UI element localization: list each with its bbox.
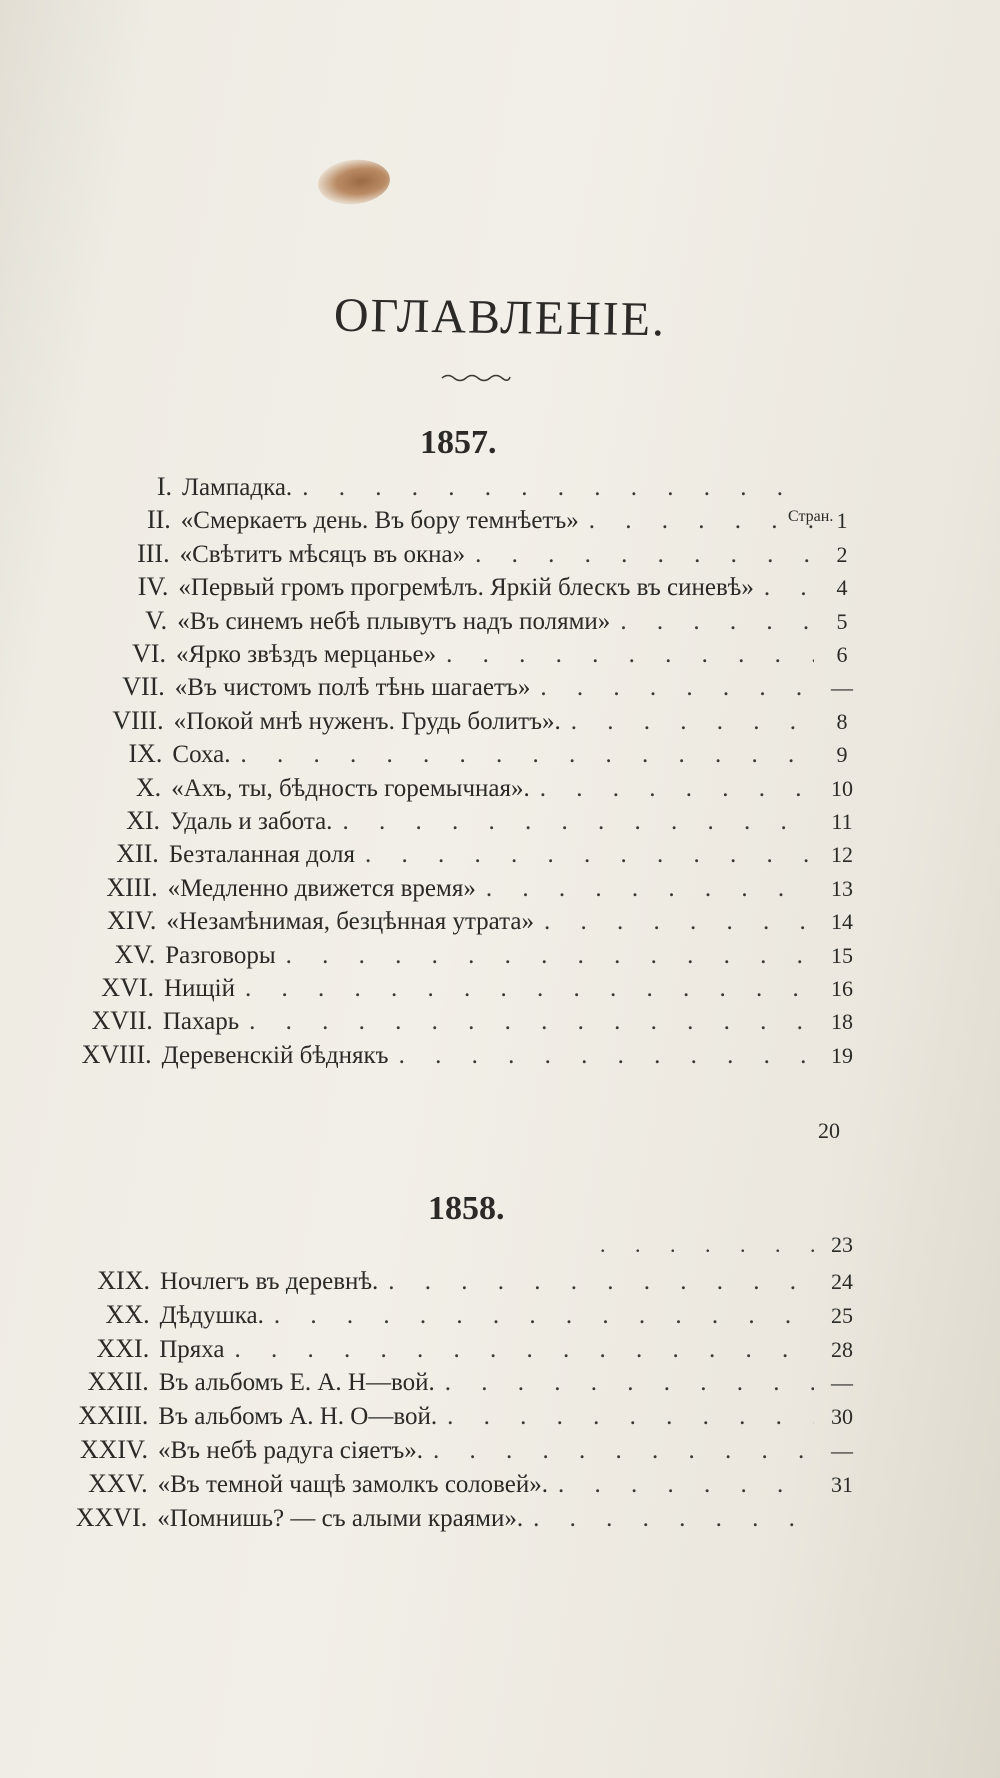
section-year-1857: 1857. (420, 424, 497, 461)
leader-dots (523, 1505, 814, 1533)
toc-entry (0, 806, 870, 840)
toc-entry-title: Разговоры (165, 941, 276, 969)
toc-page-number: 20 (818, 1118, 840, 1143)
section-year-1858: 1858. (428, 1190, 505, 1227)
toc-entry-number: XIX. (97, 1266, 150, 1295)
toc-entry-number: XIV. (107, 906, 157, 936)
leader-dots (239, 1008, 814, 1036)
toc-entry-number: XXVI. (75, 1502, 148, 1532)
toc-entry-title: «Въ чистомъ полѣ тѣнь шагаетъ» (174, 674, 531, 702)
leader-dots (389, 1042, 814, 1070)
toc-entry-number: XVIII. (81, 1039, 152, 1069)
leader-dots (437, 1403, 814, 1431)
toc-entry-title: Нищій (164, 975, 236, 1002)
toc-page-number: 15 (831, 942, 853, 968)
toc-page-number: 16 (831, 976, 853, 1001)
toc-entry (1, 773, 870, 807)
toc-page-number: 18 (831, 1009, 853, 1035)
toc-entry-title: «Въ темной чащѣ замолкъ соловей». (157, 1470, 548, 1498)
toc-entry-title: «Ахъ, ты, бѣдность горемычная». (171, 774, 530, 802)
leader-dots (548, 1471, 814, 1499)
toc-entry-number: XXIII. (78, 1401, 149, 1431)
toc-page-number: 13 (831, 875, 853, 901)
toc-page-number: 14 (831, 909, 853, 935)
toc-page-number: 19 (831, 1042, 853, 1068)
toc-entry-number: V. (145, 605, 168, 635)
toc-entry-title: Въ альбомъ Е. А. Н—вой. (158, 1369, 435, 1397)
toc-entry-number: XVII. (91, 1006, 153, 1036)
toc-entry-title: «Первый громъ прогремѣлъ. Яркій блескъ въ синевѣ» (178, 574, 754, 602)
toc-entry-number: VI. (132, 639, 166, 668)
toc-page-number: 24 (831, 1269, 853, 1294)
toc-page-number: 11 (831, 809, 853, 834)
toc-entry (5, 672, 870, 706)
leader-dots (423, 1437, 814, 1465)
leader-dots (561, 708, 814, 736)
title-ornament (440, 372, 512, 382)
toc-entry (0, 1334, 870, 1368)
toc-entry-number: VIII. (112, 705, 164, 735)
toc-entry (0, 906, 870, 940)
toc-entry-title: Въ альбомъ А. Н. О—вой. (158, 1403, 438, 1431)
toc-page-number: — (831, 1438, 853, 1463)
toc-entry-number: XXII. (87, 1367, 149, 1397)
toc-page-number: 31 (831, 1471, 853, 1497)
toc-entry-title: «Покой мнѣ нуженъ. Грудь болитъ». (173, 707, 561, 735)
toc-entry (0, 940, 870, 974)
toc-entry (2, 739, 870, 773)
toc-entry-title: Деревенскій бѣднякъ (161, 1041, 389, 1069)
toc-entry-number: IV. (137, 572, 169, 602)
toc-entry (0, 1266, 870, 1300)
leader-dots (465, 541, 814, 569)
toc-entry-title: «Смеркаетъ день. Въ бору темнѣетъ» (180, 507, 579, 535)
toc-entry (0, 1367, 870, 1401)
toc-entry-number: IX. (128, 739, 163, 769)
toc-page-number: 1 (836, 508, 848, 534)
toc-entry (0, 1300, 870, 1334)
leader-dots (436, 641, 814, 669)
toc-entry (0, 1469, 870, 1503)
toc-entry (0, 1435, 870, 1469)
toc-page-number: 28 (831, 1336, 853, 1362)
page-stain (316, 156, 392, 207)
toc-entry (11, 505, 870, 539)
page-column-label: Стран. (788, 508, 834, 525)
toc-entry-number: XIII. (106, 872, 158, 902)
toc-entry-number: XXIV. (79, 1435, 148, 1464)
toc-entry-title: «Помнишь? — съ алыми краями». (157, 1504, 524, 1532)
toc-lone-page-row (600, 1232, 870, 1266)
toc-entry-number: XII. (116, 839, 159, 869)
toc-entry-title: «Въ небѣ радуга сіяетъ». (158, 1437, 424, 1464)
toc-page-number: 9 (836, 742, 848, 768)
toc-page-number: 2 (836, 541, 848, 567)
leader-dots (264, 1302, 814, 1330)
toc-page-number: 8 (836, 708, 848, 734)
leader-dots (355, 841, 814, 869)
toc-entry-title: Пряха (159, 1335, 225, 1363)
toc-entry (10, 539, 870, 573)
leader-dots (235, 975, 814, 1003)
toc-entry (12, 472, 870, 506)
toc-entry-number: III. (137, 538, 170, 568)
toc-entry-number: XX. (105, 1299, 150, 1329)
toc-entry (0, 839, 870, 873)
toc-page-number: 12 (831, 842, 853, 868)
leader-dots (530, 674, 814, 702)
leader-dots (435, 1369, 814, 1397)
toc-entry (8, 572, 870, 606)
toc-entry-title: «Въ синемъ небѣ плывутъ надъ полями» (177, 607, 611, 635)
toc-entry-title: «Незамѣнимая, безцѣнная утрата» (166, 908, 534, 936)
toc-entry (0, 873, 870, 907)
toc-entry-number: I. (156, 472, 172, 501)
toc-entry (0, 1401, 870, 1435)
toc-page-number: 10 (830, 775, 853, 801)
toc-entry-number: XI. (126, 806, 160, 835)
toc-page-number: 5 (836, 608, 848, 634)
toc-page-number: 30 (831, 1404, 853, 1430)
leader-dots (530, 775, 814, 803)
toc-entry-number: II. (146, 505, 171, 535)
toc-page-number: 6 (836, 642, 848, 667)
toc-entry-title: Безталанная доля (168, 841, 356, 869)
leader-dots (292, 474, 814, 502)
toc-entry (0, 1040, 870, 1074)
toc-entry (6, 639, 870, 673)
leader-dots (610, 608, 814, 636)
toc-page-number: 4 (836, 575, 848, 601)
toc-entry-number: XXV. (88, 1468, 148, 1498)
toc-page-number: 23 (831, 1232, 853, 1257)
leader-dots (476, 875, 814, 903)
toc-entry-number: XVI. (101, 973, 154, 1002)
toc-entry (4, 706, 870, 740)
leader-dots (225, 1336, 814, 1364)
leader-dots (754, 574, 814, 602)
leader-dots (378, 1268, 814, 1296)
toc-entry (0, 973, 870, 1007)
toc-entry-number: VII. (122, 672, 165, 702)
toc-entry-title: Соха. (172, 741, 231, 769)
toc-entry-title: Пахарь (162, 1008, 240, 1036)
leader-dots (600, 1232, 814, 1258)
leader-dots (534, 908, 814, 936)
toc-entry-title: Дѣдушка. (159, 1301, 264, 1329)
leader-dots (276, 942, 814, 970)
toc-entry (0, 1503, 870, 1537)
leader-dots (332, 808, 814, 836)
toc-entry (0, 1006, 870, 1040)
toc-entry-title: «Ярко звѣздъ мерцанье» (176, 641, 437, 668)
toc-entry-title: Удаль и забота. (170, 808, 333, 835)
toc-entry-number: XV. (114, 939, 156, 969)
toc-entry (7, 606, 870, 640)
toc-entry-title: Лампадка. (182, 474, 293, 501)
toc-entry-number: X. (135, 772, 162, 802)
toc-page-number: — (830, 675, 853, 701)
leader-dots (230, 741, 814, 769)
toc-entry-title: «Свѣтитъ мѣсяцъ въ окна» (179, 540, 466, 568)
toc-page-number: — (831, 1370, 853, 1396)
toc-entry-title: «Медленно движется время» (167, 874, 476, 902)
toc-entry-number: XXI. (96, 1333, 150, 1363)
page-title: ОГЛАВЛЕНІЕ. (333, 288, 667, 347)
leader-dots (579, 507, 814, 535)
toc-page-number: 25 (831, 1302, 853, 1328)
toc-entry-title: Ночлегъ въ деревнѣ. (160, 1268, 379, 1295)
